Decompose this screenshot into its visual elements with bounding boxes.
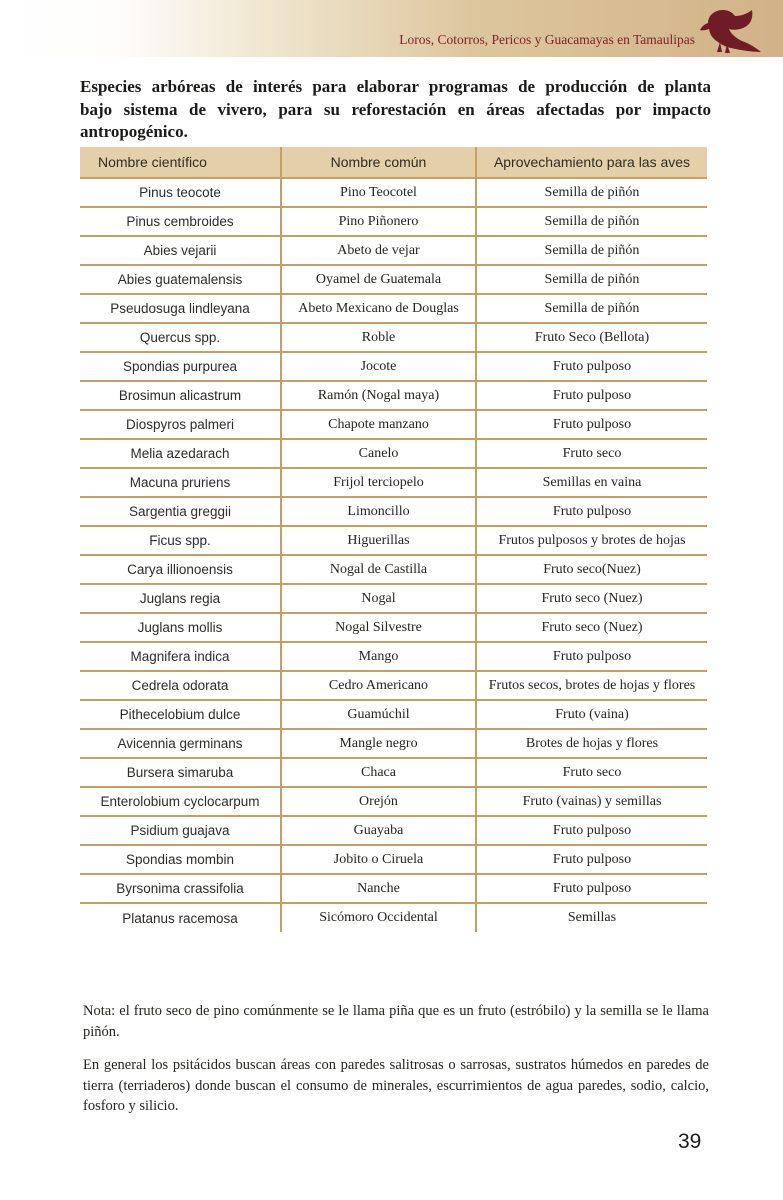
cell-use: Fruto Seco (Bellota) [476, 323, 707, 352]
table-header-row [80, 147, 707, 178]
cell-scientific: Psidium guajava [80, 816, 281, 845]
running-head: Loros, Cotorros, Pericos y Guacamayas en Tamaulipas [399, 32, 695, 47]
note-psittacids: En general los psitácidos buscan áreas con paredes salitrosas o sarrosas, sustratos húmedos en paredes de tierra (terriaderos) donde buscan el consumo de minerales, escurrimientos de agua paredes, sodio, calcio, fosforo y silicio. [83, 1057, 709, 1115]
cell-scientific: Abies guatemalensis [80, 265, 281, 294]
table-row [80, 323, 707, 352]
table-row [80, 497, 707, 526]
cell-scientific: Spondias mombin [80, 845, 281, 874]
cell-common: Mangle negro [281, 729, 476, 758]
table-row [80, 381, 707, 410]
table-row [80, 729, 707, 758]
cell-scientific: Carya illionoensis [80, 555, 281, 584]
cell-use: Frutos secos, brotes de hojas y flores [476, 671, 707, 700]
cell-common: Pino Teocotel [281, 178, 476, 207]
cell-scientific: Magnifera indica [80, 642, 281, 671]
cell-use: Semillas [476, 903, 707, 932]
cell-scientific: Brosimun alicastrum [80, 381, 281, 410]
parrot-icon [699, 7, 769, 55]
cell-use: Semilla de piñón [476, 294, 707, 323]
cell-common: Sicómoro Occidental [281, 903, 476, 932]
table-row [80, 439, 707, 468]
table-row [80, 410, 707, 439]
cell-scientific: Ficus spp. [80, 526, 281, 555]
cell-common: Abeto Mexicano de Douglas [281, 294, 476, 323]
cell-use: Fruto pulposo [476, 381, 707, 410]
table-row [80, 352, 707, 381]
cell-scientific: Abies vejarii [80, 236, 281, 265]
cell-scientific: Pinus teocote [80, 178, 281, 207]
cell-use: Semilla de piñón [476, 265, 707, 294]
cell-common: Canelo [281, 439, 476, 468]
cell-scientific: Juglans regia [80, 584, 281, 613]
page-header-band [0, 0, 783, 57]
cell-use: Brotes de hojas y flores [476, 729, 707, 758]
cell-common: Chaca [281, 758, 476, 787]
cell-common: Cedro Americano [281, 671, 476, 700]
cell-use: Semilla de piñón [476, 207, 707, 236]
cell-scientific: Pithecelobium dulce [80, 700, 281, 729]
table-row [80, 526, 707, 555]
cell-use: Fruto pulposo [476, 497, 707, 526]
cell-use: Fruto pulposo [476, 352, 707, 381]
cell-use: Semilla de piñón [476, 178, 707, 207]
cell-use: Fruto pulposo [476, 845, 707, 874]
table-row [80, 787, 707, 816]
cell-scientific: Sargentia greggii [80, 497, 281, 526]
table-row [80, 178, 707, 207]
cell-scientific: Diospyros palmeri [80, 410, 281, 439]
cell-use: Fruto seco (Nuez) [476, 613, 707, 642]
cell-common: Higuerillas [281, 526, 476, 555]
cell-use: Fruto seco (Nuez) [476, 584, 707, 613]
cell-scientific: Quercus spp. [80, 323, 281, 352]
cell-scientific: Cedrela odorata [80, 671, 281, 700]
column-header-scientific: Nombre científico [80, 147, 281, 178]
cell-common: Oyamel de Guatemala [281, 265, 476, 294]
table-row [80, 758, 707, 787]
table-row [80, 265, 707, 294]
cell-use: Semilla de piñón [476, 236, 707, 265]
table-row [80, 584, 707, 613]
cell-use: Fruto (vainas) y semillas [476, 787, 707, 816]
cell-common: Mango [281, 642, 476, 671]
table-row [80, 845, 707, 874]
cell-common: Nogal de Castilla [281, 555, 476, 584]
table-row [80, 236, 707, 265]
cell-common: Jocote [281, 352, 476, 381]
cell-scientific: Byrsonima crassifolia [80, 874, 281, 903]
table-row [80, 555, 707, 584]
page-number: 39 [678, 1130, 702, 1153]
cell-common: Limoncillo [281, 497, 476, 526]
cell-use: Semillas en vaina [476, 468, 707, 497]
table-row [80, 613, 707, 642]
table-row [80, 903, 707, 932]
table-row [80, 468, 707, 497]
cell-common: Abeto de vejar [281, 236, 476, 265]
species-table-head [80, 147, 707, 178]
cell-use: Fruto pulposo [476, 642, 707, 671]
note-pine-fruit: Nota: el fruto seco de pino comúnmente se le llama piña que es un fruto (estróbilo) y la semilla se le llama piñón. [83, 1003, 709, 1040]
cell-use: Fruto (vaina) [476, 700, 707, 729]
cell-scientific: Melia azedarach [80, 439, 281, 468]
cell-common: Ramón (Nogal maya) [281, 381, 476, 410]
cell-use: Fruto seco [476, 439, 707, 468]
cell-scientific: Pseudosuga lindleyana [80, 294, 281, 323]
species-table-body [80, 178, 707, 932]
cell-scientific: Macuna pruriens [80, 468, 281, 497]
cell-common: Nogal Silvestre [281, 613, 476, 642]
cell-use: Fruto pulposo [476, 816, 707, 845]
cell-common: Roble [281, 323, 476, 352]
cell-use: Fruto seco(Nuez) [476, 555, 707, 584]
cell-common: Chapote manzano [281, 410, 476, 439]
cell-scientific: Avicennia germinans [80, 729, 281, 758]
column-header-use: Aprovechamiento para las aves [476, 147, 707, 178]
table-row [80, 700, 707, 729]
table-row [80, 294, 707, 323]
cell-use: Fruto pulposo [476, 874, 707, 903]
cell-scientific: Bursera simaruba [80, 758, 281, 787]
cell-scientific: Pinus cembroides [80, 207, 281, 236]
cell-common: Guayaba [281, 816, 476, 845]
cell-common: Pino Piñonero [281, 207, 476, 236]
table-row [80, 874, 707, 903]
cell-scientific: Spondias purpurea [80, 352, 281, 381]
cell-use: Fruto seco [476, 758, 707, 787]
column-header-common: Nombre común [281, 147, 476, 178]
cell-common: Frijol terciopelo [281, 468, 476, 497]
intro-title: Especies arbóreas de interés para elaborar programas de producción de planta bajo sistema de vivero, para su reforestación en áreas afectadas por impacto antropogénico. [80, 77, 711, 142]
cell-use: Fruto pulposo [476, 410, 707, 439]
table-row [80, 816, 707, 845]
table-row [80, 671, 707, 700]
table-row [80, 642, 707, 671]
species-table [80, 147, 707, 932]
cell-common: Jobito o Ciruela [281, 845, 476, 874]
cell-common: Nanche [281, 874, 476, 903]
cell-common: Orejón [281, 787, 476, 816]
cell-common: Guamúchil [281, 700, 476, 729]
cell-use: Frutos pulposos y brotes de hojas [476, 526, 707, 555]
cell-scientific: Enterolobium cyclocarpum [80, 787, 281, 816]
cell-scientific: Juglans mollis [80, 613, 281, 642]
cell-scientific: Platanus racemosa [80, 903, 281, 932]
cell-common: Nogal [281, 584, 476, 613]
table-row [80, 207, 707, 236]
